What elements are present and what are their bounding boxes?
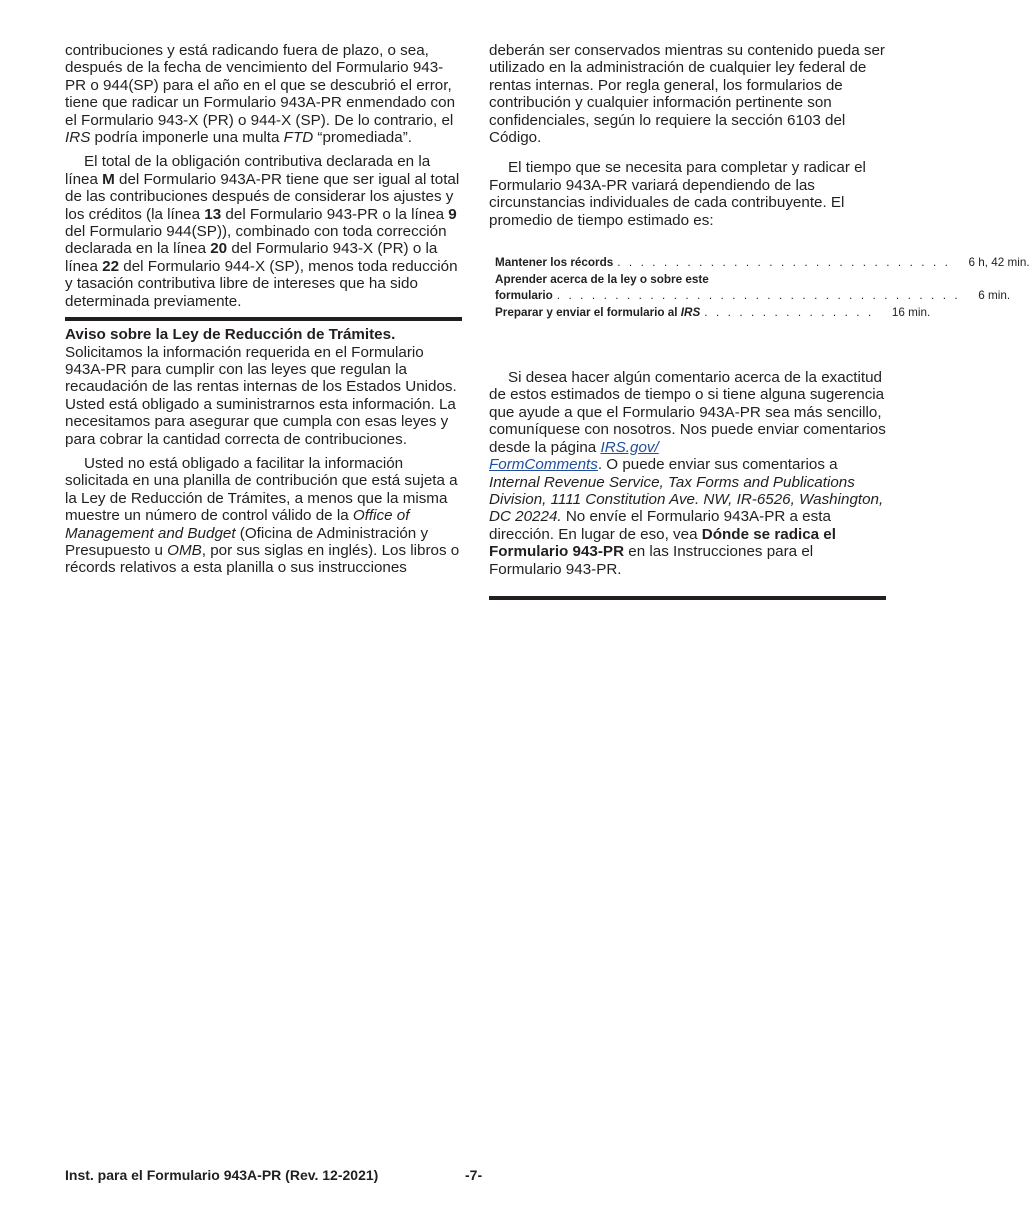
text: del Formulario 943A-PR tiene que ser igual al total de las contribuciones después de considerar los ajustes y los créditos (la línea [65,170,460,223]
text: Si desea hacer algún comentario acerca de la exactitud de estos estimados de tiempo o si tiene alguna sugerencia que ayude a que el Formulario 943A-PR sea más sencillo, comuníquese con nosotros. Nos puede enviar comentarios desde la página [489,369,886,456]
text: contribuciones y está radicando fuera de plazo, o sea, después de la fecha de vencimiento del Formulario 943-PR o 944(SP) para el año en el que se descubrió el error, tiene que radicar un Formulario 943A-PR enmendado con el Formulario 943-X (PR) o 944-X (SP). De lo contrario, el [65,42,456,129]
bold-reference: Dónde se radica el Formulario 943-PR [489,525,836,561]
text: Usted no está obligado a facilitar la información solicitada en una planilla de contribución que está sujeta a la Ley de Reducción de Trámites, a menos que la misma muestre un número de control válido de la [65,454,458,525]
bold-line-ref: 13 [204,205,222,223]
bold-line-ref: 20 [210,240,228,258]
text: “promediada”. [313,129,412,147]
paperwork-heading-paragraph [65,326,462,448]
text: Preparar y enviar el formulario al [495,305,681,319]
irs-address: Internal Revenue Service, Tax Forms and Publications Division, 1111 Constitution Ave. NW, IR-6526, Washington, DC 20224. [489,473,884,526]
left-paragraph-4 [65,455,462,577]
time-row-preparing [495,305,931,322]
omb-name-italic: Office of Management and Budget [65,507,410,542]
right-paragraph-2: El tiempo que se necesita para completar y radicar el Formulario 943A-PR variará dependiendo de las circunstancias individuales de cada contribuyente. El promedio de tiempo estimado es: [489,159,866,229]
text: Solicitamos la información requerida en el Formulario 943A-PR para cumplir con las leyes que regulan la recaudación de las rentas internas de los Estados Unidos. Usted está obligado a suministrarnos esta información. La necesitamos para asegurar que cumpla con esas leyes y para cobrar la cantidad correcta de contribuciones. [65,343,457,448]
text: , por sus siglas en inglés). Los libros o récords relativos a esta planilla o sus instrucciones [65,541,460,577]
irs-italic: IRS [680,305,701,319]
text: El total de la obligación contributiva declarada en la línea [65,153,431,188]
time-row-value: 16 min. [891,305,931,319]
omb-italic: OMB [167,541,202,559]
left-column [65,42,462,577]
section-divider [65,317,462,321]
text: del Formulario 944-X (SP), menos toda reducción y tasación contributiva libre de intereses que ha sido determinada previamente. [65,257,458,310]
bold-line-ref: 9 [448,205,457,223]
link-text[interactable]: IRS.gov/ [600,438,659,456]
time-row-label [495,305,700,322]
text: . O puede enviar sus comentarios a [597,456,838,474]
left-paragraph-2 [65,153,462,310]
time-row-label: formulario [495,289,553,303]
section-divider [489,596,886,600]
text: No envíe el Formulario 943A-PR a esta dirección. En lugar de eso, vea [489,508,831,543]
left-paragraph-1 [65,42,462,146]
bold-line-ref: 22 [102,257,120,275]
time-row-records [495,255,1030,272]
right-paragraph-1: deberán ser conservados mientras su contenido pueda ser utilizado en la administración de cualquier ley federal de rentas internas. Por regla general, los formularios de contribución y cualquier información pertinente son confidenciales, según lo requiere la sección 6103 del Código. [489,42,885,147]
text: del Formulario 943-PR o la línea [221,205,449,223]
time-row-label: Aprender acerca de la ley o sobre este [495,272,709,286]
time-row-label: Mantener los récords [495,256,614,270]
time-row-value: 6 min. [978,289,1011,303]
text: (Oficina de Administración y Presupuesto u [65,524,429,559]
leader-dots: . . . . . . . . . . . . . . . . . . . . . . . . . . . . . . . . . . . [556,289,961,303]
right-paragraph-3 [489,369,886,578]
right-column [489,42,1030,600]
leader-dots: . . . . . . . . . . . . . . . [704,305,874,319]
text: del Formulario 944(SP)), combinado con toda corrección declarada en la línea [65,223,447,258]
page-number: -7- [465,1167,483,1183]
leader-dots: . . . . . . . . . . . . . . . . . . . . . . . . . . . . . [617,256,951,270]
time-row-value: 6 h, 42 min. [968,256,1030,270]
ftd-italic: FTD [283,129,314,147]
link-text[interactable]: FormComments [489,456,598,474]
time-estimate-table [495,255,1030,321]
footer-title: Inst. para el Formulario 943A-PR (Rev. 12-2021) [65,1167,379,1183]
text: en las Instrucciones para el Formulario 943-PR. [489,543,814,578]
text: del Formulario 943-X (PR) o la línea [65,240,438,275]
bold-line-ref: M [102,170,115,188]
irs-italic: IRS [65,129,91,147]
time-row-learning [495,288,1011,305]
section-heading: Aviso sobre la Ley de Reducción de Trámites. [65,326,396,344]
text: podría imponerle una multa [90,129,284,147]
